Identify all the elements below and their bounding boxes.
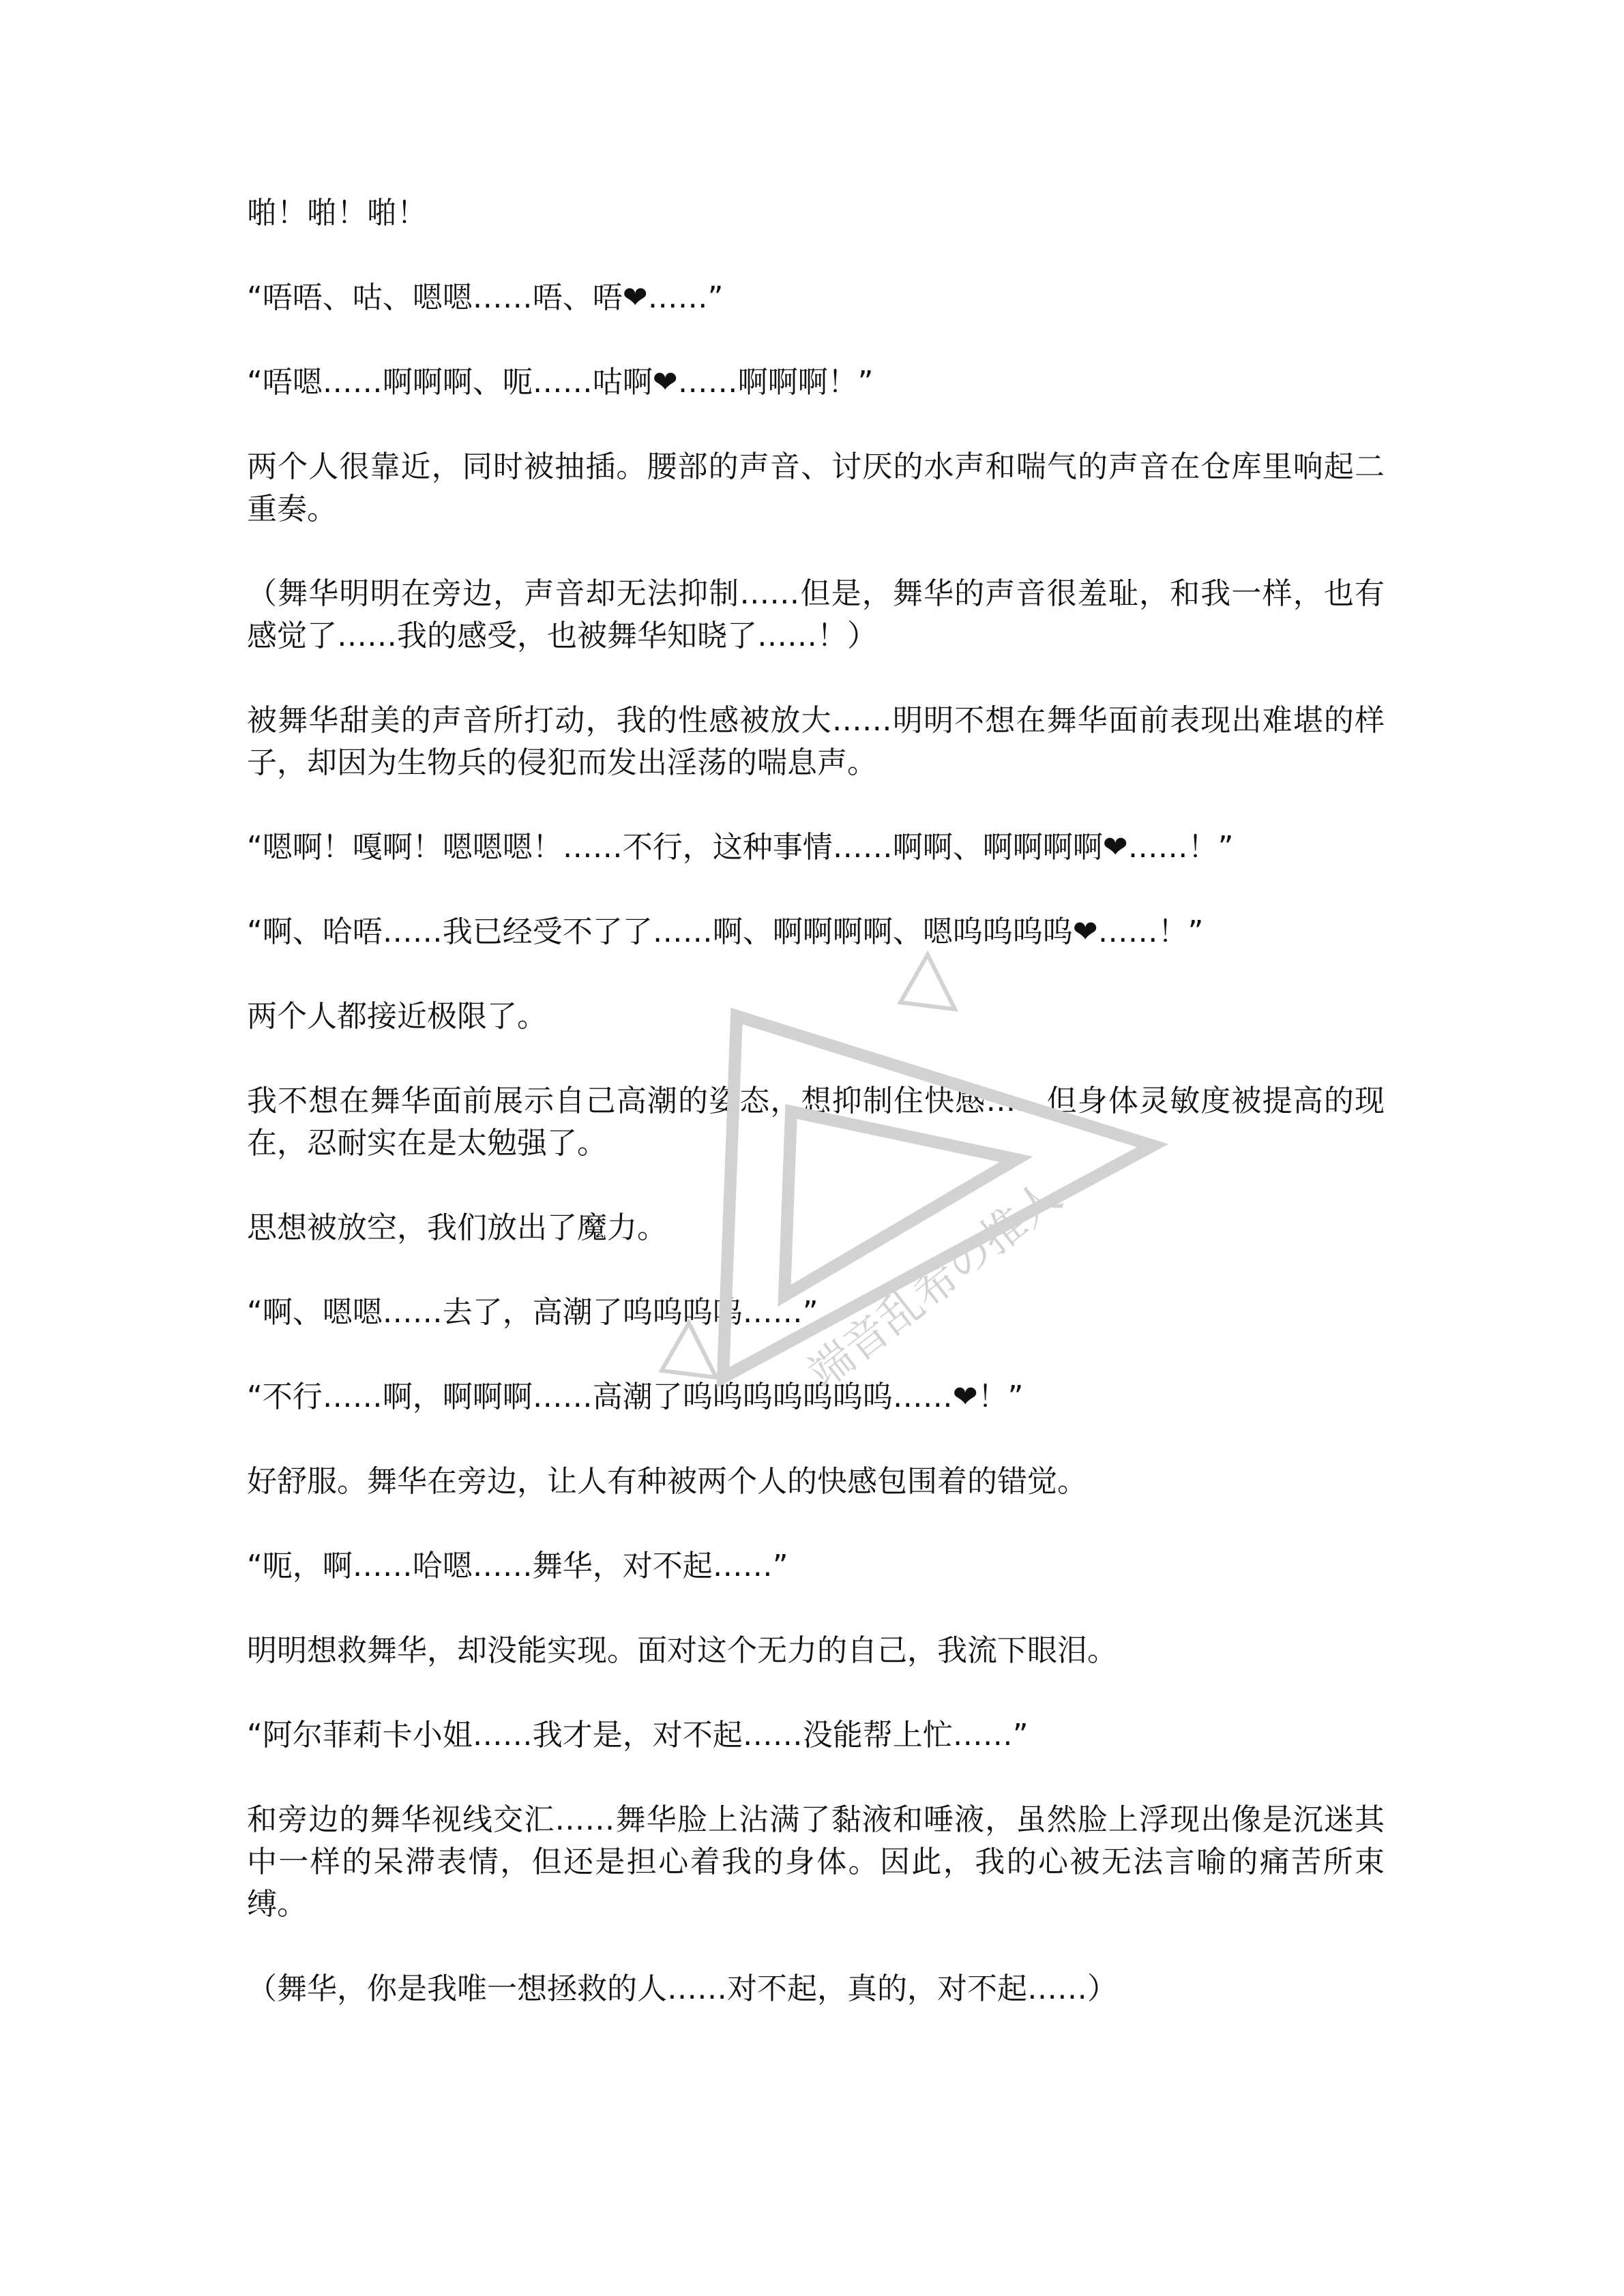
paragraph: “阿尔菲莉卡小姐……我才是，对不起……没能帮上忙……” [247, 1718, 1029, 1753]
paragraph: 明明想救舞华，却没能实现。面对这个无力的自己，我流下眼泪。 [247, 1633, 1117, 1668]
paragraph: 好舒服。舞华在旁边，让人有种被两个人的快感包围着的错觉。 [247, 1464, 1087, 1499]
paragraph: “啊、嗯嗯……去了，高潮了呜呜呜呜……” [247, 1295, 818, 1330]
watermark-text: 端音乱希の推人 [799, 1170, 1072, 1399]
paragraph: （舞华，你是我唯一想拯救的人……对不起，真的，对不起……） [247, 1971, 1117, 2006]
paragraph: 我不想在舞华面前展示自己高潮的姿态，想抑制住快感……但身体灵敏度被提高的现在，忍耐实在是太勉强了。 [247, 1084, 1385, 1161]
paragraph: “啊、哈唔……我已经受不了了……啊、啊啊啊啊、嗯呜呜呜呜❤……！” [247, 914, 1204, 949]
paragraph: 和旁边的舞华视线交汇……舞华脸上沾满了黏液和唾液，虽然脸上浮现出像是沉迷其中一样的呆滞表情，但还是担心着我的身体。因此，我的心被无法言喻的痛苦所束缚。 [247, 1802, 1385, 1922]
paragraph: “嗯啊！嘎啊！嗯嗯嗯！……不行，这种事情……啊啊、啊啊啊啊❤……！” [247, 830, 1234, 865]
paragraph: 两个人都接近极限了。 [247, 999, 547, 1034]
paragraph: 思想被放空，我们放出了魔力。 [247, 1210, 667, 1245]
paragraph: “唔唔、咕、嗯嗯……唔、唔❤……” [247, 280, 724, 315]
paragraph: 两个人很靠近，同时被抽插。腰部的声音、讨厌的水声和喘气的声音在仓库里响起二重奏。 [247, 449, 1385, 526]
paragraph: （舞华明明在旁边，声音却无法抑制……但是，舞华的声音很羞耻，和我一样，也有感觉了……我的感受，也被舞华知晓了……！） [247, 576, 1385, 653]
text-column [247, 192, 1385, 2053]
paragraph: 啪！啪！啪！ [247, 196, 427, 230]
paragraph: 被舞华甜美的声音所打动，我的性感被放大……明明不想在舞华面前表现出难堪的样子，却因为生物兵的侵犯而发出淫荡的喘息声。 [247, 703, 1385, 780]
paragraph: “唔嗯……啊啊啊、呃……咕啊❤……啊啊啊！” [247, 365, 874, 400]
paragraph: “不行……啊，啊啊啊……高潮了呜呜呜呜呜呜呜……❤！” [247, 1380, 1024, 1414]
paragraph: “呃，啊……哈嗯……舞华，对不起……” [247, 1549, 788, 1583]
